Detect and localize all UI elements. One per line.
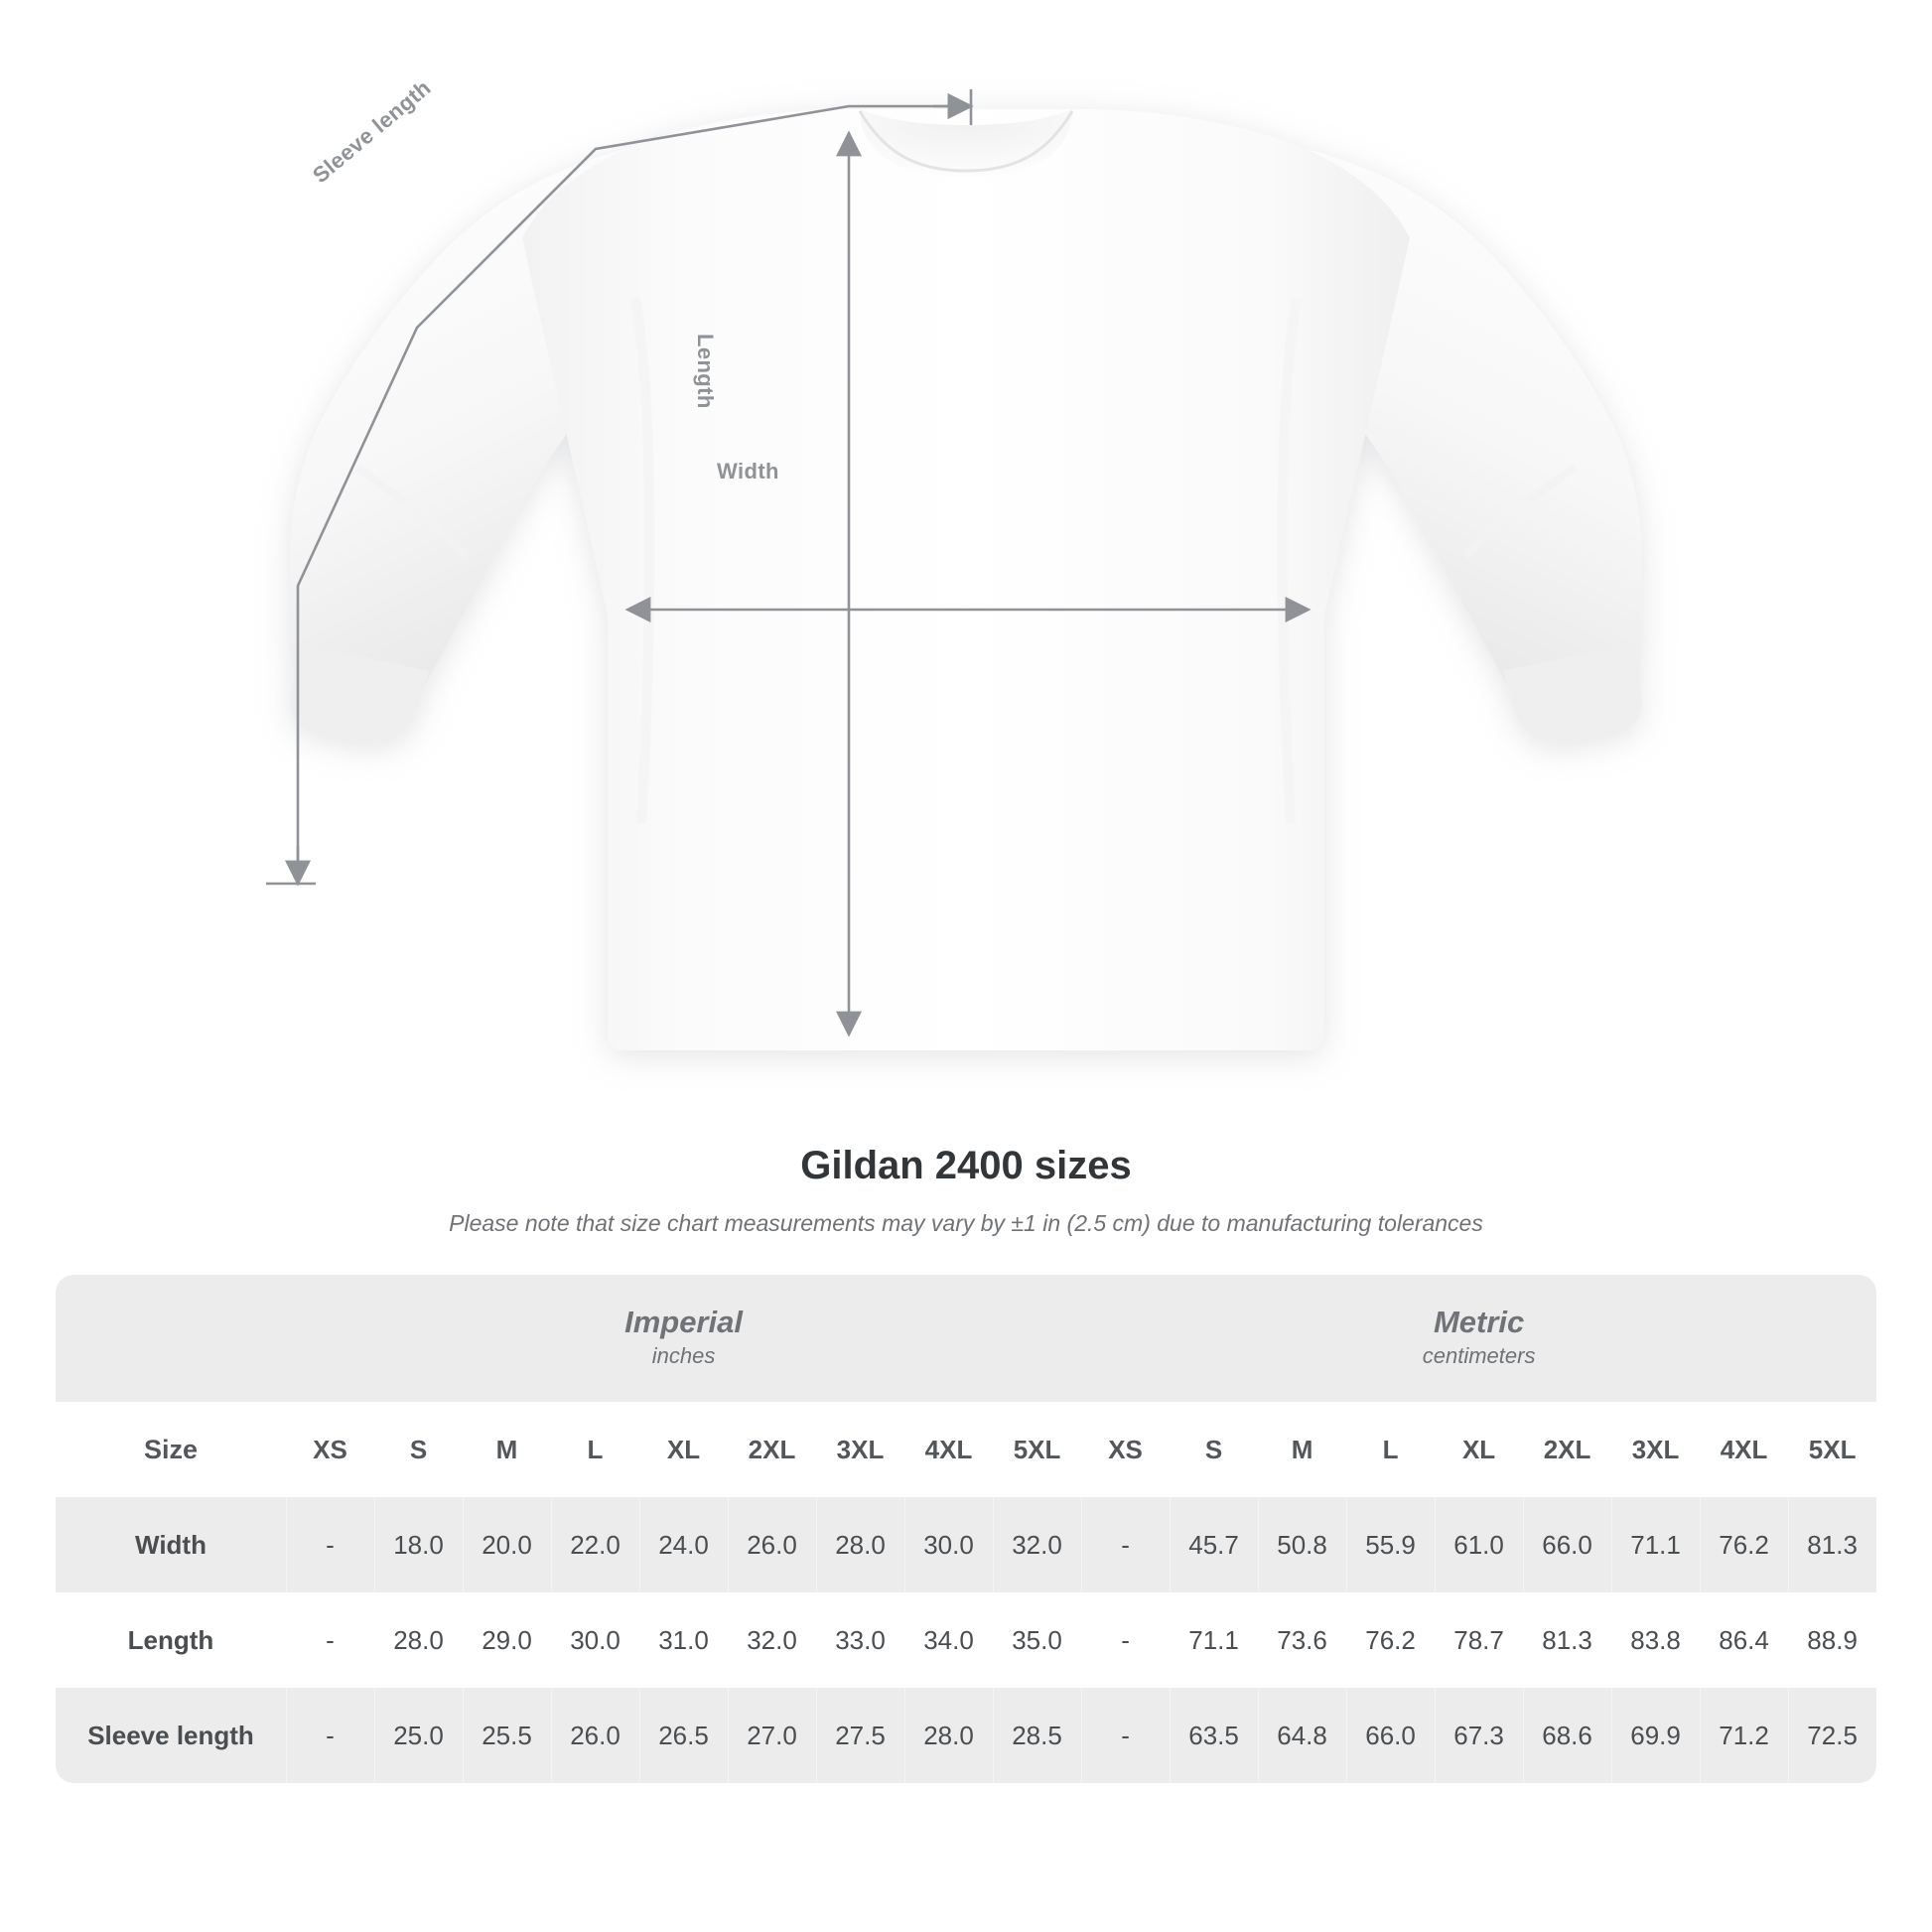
cell-width-metric-4xl: 76.2 [1700, 1497, 1788, 1592]
cell-width-imperial-xs: - [286, 1497, 374, 1592]
cell-width-metric-xl: 61.0 [1435, 1497, 1523, 1592]
cell-length-metric-l: 76.2 [1346, 1592, 1435, 1688]
size-table [56, 1275, 1876, 1783]
unit-header-spacer [56, 1275, 286, 1402]
cell-length-metric-xl: 78.7 [1435, 1592, 1523, 1688]
table-row [56, 1688, 1876, 1783]
size-header-row [56, 1402, 1876, 1497]
cell-width-imperial-3xl: 28.0 [816, 1497, 904, 1592]
cell-width-metric-2xl: 66.0 [1523, 1497, 1611, 1592]
sleeve-length-label: Sleeve length [308, 74, 436, 189]
chart-header [0, 1144, 1932, 1237]
cell-sleeve-metric-5xl: 72.5 [1788, 1688, 1876, 1783]
cell-length-imperial-xl: 31.0 [639, 1592, 728, 1688]
cell-length-imperial-2xl: 32.0 [728, 1592, 816, 1688]
table-row [56, 1497, 1876, 1592]
header-size-metric-xs: XS [1081, 1402, 1170, 1497]
header-size-metric-3xl: 3XL [1611, 1402, 1700, 1497]
cell-sleeve-imperial-s: 25.0 [374, 1688, 463, 1783]
header-size-imperial-2xl: 2XL [728, 1402, 816, 1497]
unit-sub-metric: centimeters [1422, 1343, 1536, 1369]
unit-header-metric [1081, 1275, 1876, 1402]
unit-sub-imperial: inches [651, 1343, 716, 1369]
cell-width-metric-5xl: 81.3 [1788, 1497, 1876, 1592]
cell-length-imperial-3xl: 33.0 [816, 1592, 904, 1688]
row-label-width: Width [56, 1497, 286, 1592]
cell-sleeve-imperial-xs: - [286, 1688, 374, 1783]
unit-name-imperial: Imperial [624, 1304, 743, 1339]
row-label-sleeve-length: Sleeve length [56, 1688, 286, 1783]
cell-sleeve-metric-xl: 67.3 [1435, 1688, 1523, 1783]
cell-width-imperial-5xl: 32.0 [993, 1497, 1081, 1592]
header-size-imperial-5xl: 5XL [993, 1402, 1081, 1497]
cell-width-metric-m: 50.8 [1258, 1497, 1346, 1592]
cell-width-imperial-xl: 24.0 [639, 1497, 728, 1592]
cell-width-metric-xs: - [1081, 1497, 1170, 1592]
cell-sleeve-metric-xs: - [1081, 1688, 1170, 1783]
unit-name-metric: Metric [1433, 1304, 1525, 1339]
cell-sleeve-metric-2xl: 68.6 [1523, 1688, 1611, 1783]
cell-width-imperial-4xl: 30.0 [904, 1497, 993, 1592]
page-title: Gildan 2400 sizes [800, 1144, 1132, 1187]
cell-sleeve-metric-s: 63.5 [1170, 1688, 1258, 1783]
header-size-metric-s: S [1170, 1402, 1258, 1497]
cell-sleeve-imperial-xl: 26.5 [639, 1688, 728, 1783]
cell-sleeve-imperial-4xl: 28.0 [904, 1688, 993, 1783]
cell-length-imperial-4xl: 34.0 [904, 1592, 993, 1688]
header-size: Size [56, 1402, 286, 1497]
length-label: Length [693, 334, 718, 409]
header-size-metric-5xl: 5XL [1788, 1402, 1876, 1497]
header-size-imperial-xl: XL [639, 1402, 728, 1497]
cell-length-metric-4xl: 86.4 [1700, 1592, 1788, 1688]
cell-length-imperial-l: 30.0 [551, 1592, 639, 1688]
header-size-imperial-3xl: 3XL [816, 1402, 904, 1497]
cell-width-imperial-2xl: 26.0 [728, 1497, 816, 1592]
cell-sleeve-metric-l: 66.0 [1346, 1688, 1435, 1783]
cell-sleeve-metric-4xl: 71.2 [1700, 1688, 1788, 1783]
cell-sleeve-imperial-m: 25.5 [463, 1688, 551, 1783]
cell-sleeve-imperial-5xl: 28.5 [993, 1688, 1081, 1783]
cell-width-metric-3xl: 71.1 [1611, 1497, 1700, 1592]
cell-width-imperial-l: 22.0 [551, 1497, 639, 1592]
header-size-imperial-xs: XS [286, 1402, 374, 1497]
header-size-metric-4xl: 4XL [1700, 1402, 1788, 1497]
row-label-length: Length [56, 1592, 286, 1688]
cell-length-metric-xs: - [1081, 1592, 1170, 1688]
size-table-wrapper [56, 1275, 1876, 1783]
cell-length-metric-m: 73.6 [1258, 1592, 1346, 1688]
cell-length-imperial-5xl: 35.0 [993, 1592, 1081, 1688]
header-size-imperial-l: L [551, 1402, 639, 1497]
cell-sleeve-metric-3xl: 69.9 [1611, 1688, 1700, 1783]
cell-sleeve-metric-m: 64.8 [1258, 1688, 1346, 1783]
cell-width-metric-s: 45.7 [1170, 1497, 1258, 1592]
cell-length-metric-3xl: 83.8 [1611, 1592, 1700, 1688]
tolerance-note: Please note that size chart measurements may vary by ±1 in (2.5 cm) due to manufacturing tolerances [449, 1210, 1483, 1236]
cell-sleeve-imperial-l: 26.0 [551, 1688, 639, 1783]
header-size-metric-xl: XL [1435, 1402, 1523, 1497]
cell-length-metric-2xl: 81.3 [1523, 1592, 1611, 1688]
cell-width-imperial-m: 20.0 [463, 1497, 551, 1592]
cell-length-imperial-m: 29.0 [463, 1592, 551, 1688]
header-size-imperial-m: M [463, 1402, 551, 1497]
width-label: Width [717, 459, 779, 483]
unit-header-row [56, 1275, 1876, 1402]
header-size-imperial-4xl: 4XL [904, 1402, 993, 1497]
cell-width-imperial-s: 18.0 [374, 1497, 463, 1592]
header-size-imperial-s: S [374, 1402, 463, 1497]
header-size-metric-m: M [1258, 1402, 1346, 1497]
cell-length-metric-s: 71.1 [1170, 1592, 1258, 1688]
cell-length-metric-5xl: 88.9 [1788, 1592, 1876, 1688]
unit-header-imperial [286, 1275, 1081, 1402]
table-row [56, 1592, 1876, 1688]
cell-sleeve-imperial-3xl: 27.5 [816, 1688, 904, 1783]
cell-sleeve-imperial-2xl: 27.0 [728, 1688, 816, 1783]
cell-width-metric-l: 55.9 [1346, 1497, 1435, 1592]
header-size-metric-2xl: 2XL [1523, 1402, 1611, 1497]
cell-length-imperial-xs: - [286, 1592, 374, 1688]
header-size-metric-l: L [1346, 1402, 1435, 1497]
cell-length-imperial-s: 28.0 [374, 1592, 463, 1688]
